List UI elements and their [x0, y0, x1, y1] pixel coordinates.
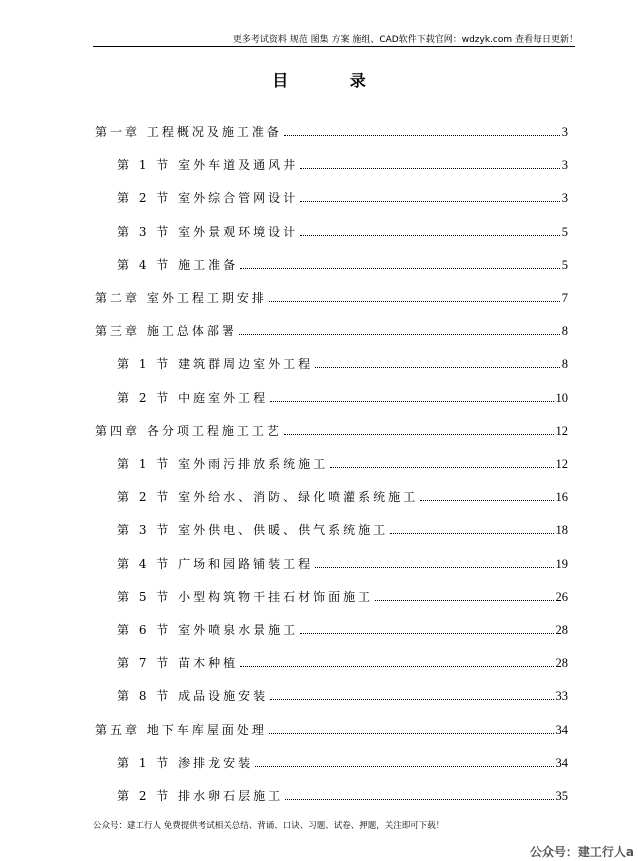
toc-entry-page: 34: [555, 755, 568, 770]
toc-entry-page: 3: [561, 191, 568, 206]
toc-entry-label: 第 7 节 苗木种植: [117, 656, 239, 671]
dot-leader: [270, 698, 553, 700]
dot-leader: [239, 333, 560, 335]
toc-entry-page: 5: [561, 224, 568, 239]
toc-entry[interactable]: [95, 452, 568, 472]
toc-entry-page: 35: [555, 789, 568, 803]
toc-entry[interactable]: [95, 618, 568, 638]
toc-entry[interactable]: [95, 186, 568, 206]
dot-leader: [285, 798, 553, 800]
toc-entry[interactable]: [95, 718, 568, 738]
toc-entry-label: 第 3 节 室外景观环境设计: [117, 224, 299, 239]
toc-entry-label: 第 1 节 建筑群周边室外工程: [117, 357, 314, 372]
watermark: 公众号：建工行人a: [529, 845, 634, 859]
toc-entry[interactable]: [95, 352, 568, 372]
toc-entry[interactable]: [95, 651, 568, 671]
dot-leader: [300, 167, 560, 169]
toc-entry[interactable]: [95, 253, 568, 273]
toc-entry-page: 8: [561, 324, 568, 339]
toc-entry[interactable]: [95, 386, 568, 406]
dot-leader: [300, 632, 553, 634]
dot-leader: [420, 499, 553, 501]
toc-entry-label: 第五章 地下车库屋面处理: [95, 722, 267, 737]
dot-leader: [390, 532, 553, 534]
toc-entry-page: 34: [555, 722, 568, 737]
toc-entry[interactable]: [95, 153, 568, 173]
toc-entry-page: 3: [561, 158, 568, 173]
toc-entry-label: 第四章 各分项工程施工工艺: [95, 423, 282, 438]
page-footer: 公众号：建工行人 免费提供考试相关总结、背诵、口诀、习题、试卷、押题，关注即可下载！: [93, 821, 445, 831]
toc-entry[interactable]: [95, 585, 568, 605]
dot-leader: [240, 665, 553, 667]
toc-entry-label: 第三章 施工总体部署: [95, 324, 237, 339]
header-divider: [93, 46, 575, 47]
dot-leader: [270, 400, 553, 402]
toc-entry-page: 8: [561, 357, 568, 372]
toc-entry[interactable]: [95, 120, 568, 140]
dot-leader: [240, 267, 560, 269]
toc-entry-label: 第二章 室外工程工期安排: [95, 291, 267, 305]
toc-entry-label: 第 4 节 广场和园路铺装工程: [117, 556, 314, 571]
toc-entry[interactable]: [95, 518, 568, 538]
dot-leader: [330, 466, 553, 468]
toc-entry[interactable]: [95, 684, 568, 704]
toc-entry-page: 5: [561, 257, 568, 272]
dot-leader: [315, 566, 553, 568]
toc-entry-label: 第 5 节 小型构筑物干挂石材饰面施工: [117, 589, 374, 604]
page-header: 更多考试资料 规范 图集 方案 施组、CAD软件下载官网：wdzyk.com 查看每日更新！: [232, 35, 578, 45]
toc-entry-label: 第 1 节 室外雨污排放系统施工: [117, 457, 329, 471]
dot-leader: [315, 366, 560, 368]
toc-entry-page: 16: [555, 490, 568, 505]
toc-title: 目 录: [272, 71, 394, 90]
toc-entry[interactable]: [95, 552, 568, 572]
toc-entry-label: 第 1 节 渗排龙安装: [117, 755, 254, 770]
toc-entry[interactable]: [95, 319, 568, 339]
toc-entry-label: 第 4 节 施工准备: [117, 257, 239, 272]
dot-leader: [300, 200, 560, 202]
toc-entry-page: 3: [561, 125, 568, 139]
toc-entry-label: 第 6 节 室外喷泉水景施工: [117, 623, 299, 637]
toc-entry-page: 7: [561, 291, 568, 305]
dot-leader: [255, 765, 553, 767]
dot-leader: [269, 300, 560, 302]
toc-entry-label: 第 2 节 室外给水、消防、绿化喷灌系统施工: [117, 490, 419, 505]
dot-leader: [284, 134, 560, 136]
toc-entry-label: 第 1 节 室外车道及通风井: [117, 158, 299, 173]
toc-entry-label: 第 2 节 中庭室外工程: [117, 390, 269, 405]
toc-entry-label: 第 2 节 排水卵石层施工: [117, 789, 284, 803]
toc-entry[interactable]: [95, 784, 568, 804]
toc-entry-label: 第 8 节 成品设施安装: [117, 689, 269, 704]
toc-entry[interactable]: [95, 220, 568, 240]
toc-entry[interactable]: [95, 286, 568, 306]
toc-entry-page: 19: [555, 556, 568, 571]
dot-leader: [300, 234, 560, 236]
toc-entry-label: 第一章 工程概况及施工准备: [95, 125, 282, 139]
toc-entry[interactable]: [95, 419, 568, 439]
toc-entry-page: 28: [555, 623, 568, 637]
toc-entry-label: 第 2 节 室外综合管网设计: [117, 191, 299, 206]
toc-entry-page: 18: [555, 523, 568, 538]
dot-leader: [375, 599, 553, 601]
dot-leader: [284, 433, 554, 435]
toc-entry[interactable]: [95, 485, 568, 505]
toc-entry-label: 第 3 节 室外供电、供暖、供气系统施工: [117, 523, 389, 538]
toc-entry-page: 26: [555, 589, 568, 604]
dot-leader: [269, 732, 554, 734]
toc-entry-page: 10: [555, 390, 568, 405]
toc-entry-page: 33: [555, 689, 568, 704]
toc-entry-page: 12: [555, 457, 568, 471]
toc-entry-page: 12: [555, 423, 568, 438]
toc-entry[interactable]: [95, 751, 568, 771]
toc-entry-page: 28: [555, 656, 568, 671]
